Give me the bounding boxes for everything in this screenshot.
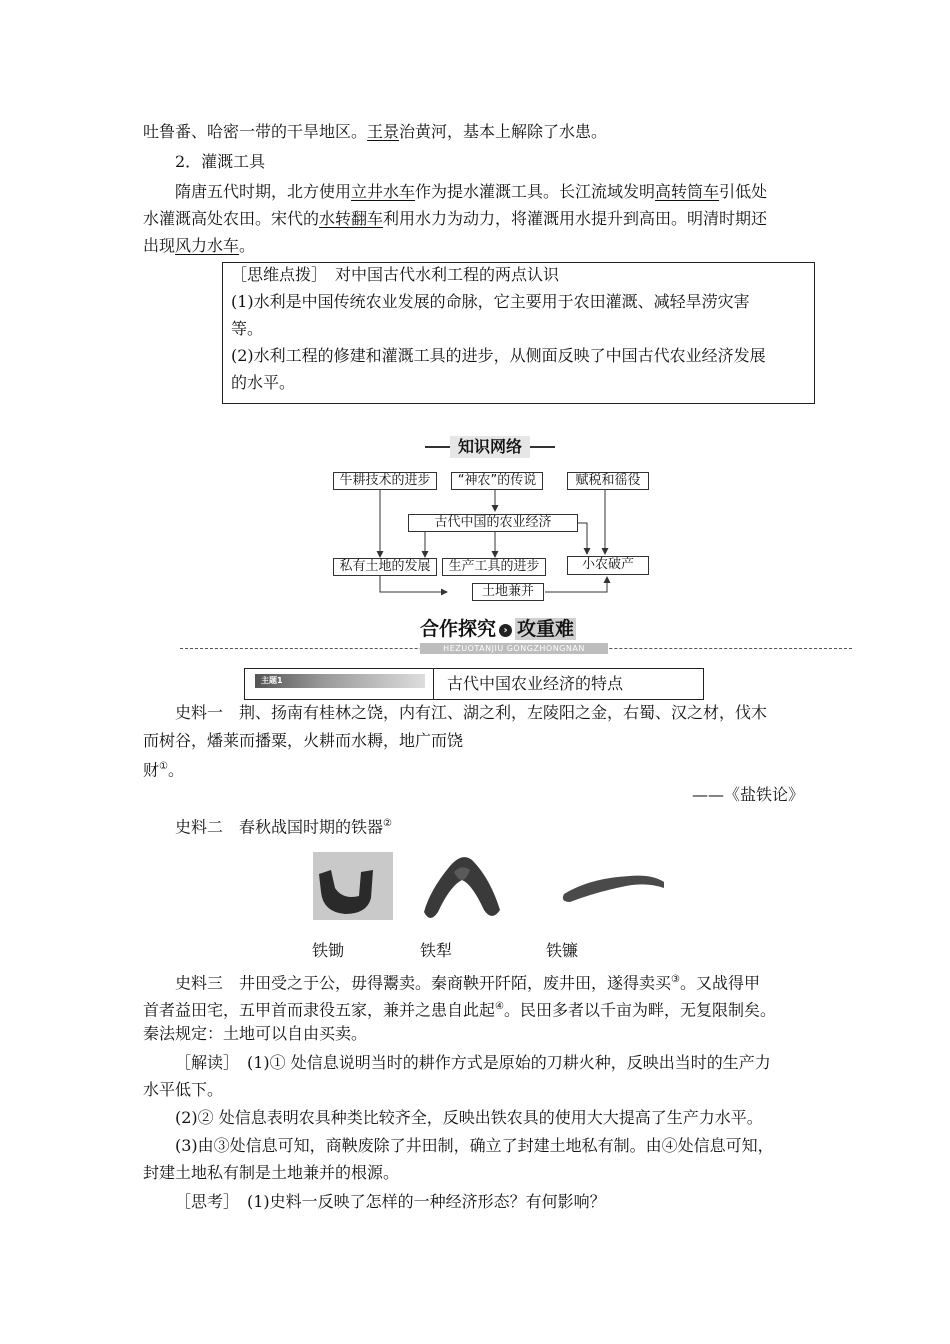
banner-title-2: 攻重难 [517,618,575,640]
source-3-line-3: 秦法规定：土地可以自由买卖。 [143,1024,368,1043]
tip-point-1-cont: 等。 [231,319,264,338]
topic-tag-bar [255,674,425,688]
source-2-text: 史料二 春秋战国时期的铁器 [175,817,384,837]
reading-1-cont: 水平低下。 [143,1080,224,1099]
node-peasant-bankruptcy: 小农破产 [567,556,649,575]
note-marker-3: ③ [671,974,680,985]
irrigation-line-3 [143,234,255,258]
term-lijing-shuiche: 立井水车 [351,182,416,201]
iron-hoe-image [313,852,393,920]
wangjing-term: 王景 [367,122,400,141]
node-private-land: 私有土地的发展 [333,558,437,576]
arrow-circle-icon: › [499,624,512,637]
source-1-line-1: 史料一 荆、扬南有桂林之饶，内有江、湖之利，左陵阳之金，右蜀、汉之材，伐木 [175,703,768,722]
tip-point-2: (2)水利工程的修建和灌溉工具的进步，从侧面反映了中国古代农业经济发展 [231,346,766,365]
tip-title: ［思维点拨］ 对中国古代水利工程的两点认识 [231,265,560,284]
caption-iron-plow: 铁犁 [420,941,453,960]
intro-text-end: 治黄河，基本上解除了水患。 [399,122,608,141]
irrigation-text: 作为提水灌溉工具。长江流域发明 [415,182,656,201]
source-3-text: 。民田多者以千亩为畔，无复限制矣。 [503,1000,776,1020]
iron-plow-image [420,850,504,924]
irrigation-line-1 [175,180,767,204]
irrigation-line-2 [143,207,767,231]
source-3-text: 。又战得甲 [679,973,760,993]
cooperative-inquiry-banner [420,616,608,656]
iron-plow-icon [420,850,504,924]
irrigation-text: 引低处 [719,182,768,201]
source-1-line-2: 而树谷，燔莱而播粟，火耕而水耨，地广而饶 [143,731,464,750]
irrigation-text: 。 [239,236,256,255]
node-tools-progress: 生产工具的进步 [442,558,546,576]
banner-subtitle: HEZUOTANJIU GONGZHONGNAN [420,643,608,654]
source-2-title [175,812,392,839]
irrigation-text: 水灌溉高处农田。宋代的 [143,209,320,228]
reading-1: ［解读］ (1)① 处信息说明当时的耕作方式是原始的刀耕火种，反映出当时的生产力 [175,1053,771,1072]
source-1-citation: ——《盐铁论》 [692,785,805,804]
reading-3-cont: 封建土地私有制是土地兼并的根源。 [143,1163,400,1182]
caption-iron-sickle: 铁镰 [546,941,579,960]
irrigation-text: 利用水力为动力，将灌溉用水提升到高田。明清时期还 [383,209,768,228]
node-ox-plowing: 牛耕技术的进步 [333,472,437,490]
intro-line [143,120,607,144]
irrigation-text: 出现 [143,236,176,255]
note-marker-1: ① [159,761,168,772]
node-land-annexation: 土地兼并 [472,583,544,601]
think-question: ［思考］ (1)史料一反映了怎样的一种经济形态？有何影响？ [175,1192,606,1211]
irrigation-text: 隋唐五代时期，北方使用 [175,182,352,201]
iron-sickle-icon [560,868,670,904]
note-marker-4: ④ [495,1001,504,1012]
source-3-text: 首者益田宅，五甲首而隶役五家，兼并之患自此起 [143,1000,496,1020]
thinking-tip-box [222,262,815,404]
topic-tag: 主题1 [261,676,283,685]
tip-point-1: (1)水利是中国传统农业发展的命脉，它主要用于农田灌溉、减轻旱涝灾害 [231,292,750,311]
node-shennong-legend: “神农”的传说 [451,472,543,490]
source-1-line-3 [143,755,184,782]
iron-sickle-image [560,868,670,904]
source-3-line-2 [143,995,776,1022]
topic-1-box [244,668,704,700]
caption-iron-hoe: 铁锄 [312,941,345,960]
source-3-line-1 [175,968,760,995]
knowledge-network-title: 知识网络 [450,436,530,458]
banner-title: 合作探究 [420,618,497,640]
source-1-text: 财 [143,760,160,780]
source-1-text-end: 。 [167,760,184,780]
source-3-text: 史料三 井田受之于公，毋得鬻卖。秦商鞅开阡陌，废井田，遂得卖买 [175,973,672,993]
irrigation-heading: 2．灌溉工具 [175,152,266,171]
term-gaozhuan-tongche: 高转筒车 [655,182,720,201]
tip-point-2-cont: 的水平。 [231,373,296,392]
knowledge-network-banner [425,436,555,458]
reading-2: (2)② 处信息表明农具种类比较齐全，反映出铁农具的使用大大提高了生产力水平。 [175,1108,763,1127]
node-taxes-corvee: 赋税和徭役 [567,472,649,490]
node-ancient-agriculture: 古代中国的农业经济 [408,514,578,532]
note-marker-2: ② [383,818,392,829]
term-shuizhuan-fanche: 水转翻车 [319,209,384,228]
reading-3: (3)由③处信息可知，商鞅废除了井田制，确立了封建土地私有制。由④处信息可知， [175,1136,774,1155]
term-fengli-shuiche: 风力水车 [175,236,240,255]
iron-hoe-icon [313,852,393,920]
intro-text: 吐鲁番、哈密一带的干旱地区。 [143,122,368,141]
topic-title: 古代中国农业经济的特点 [447,674,624,693]
